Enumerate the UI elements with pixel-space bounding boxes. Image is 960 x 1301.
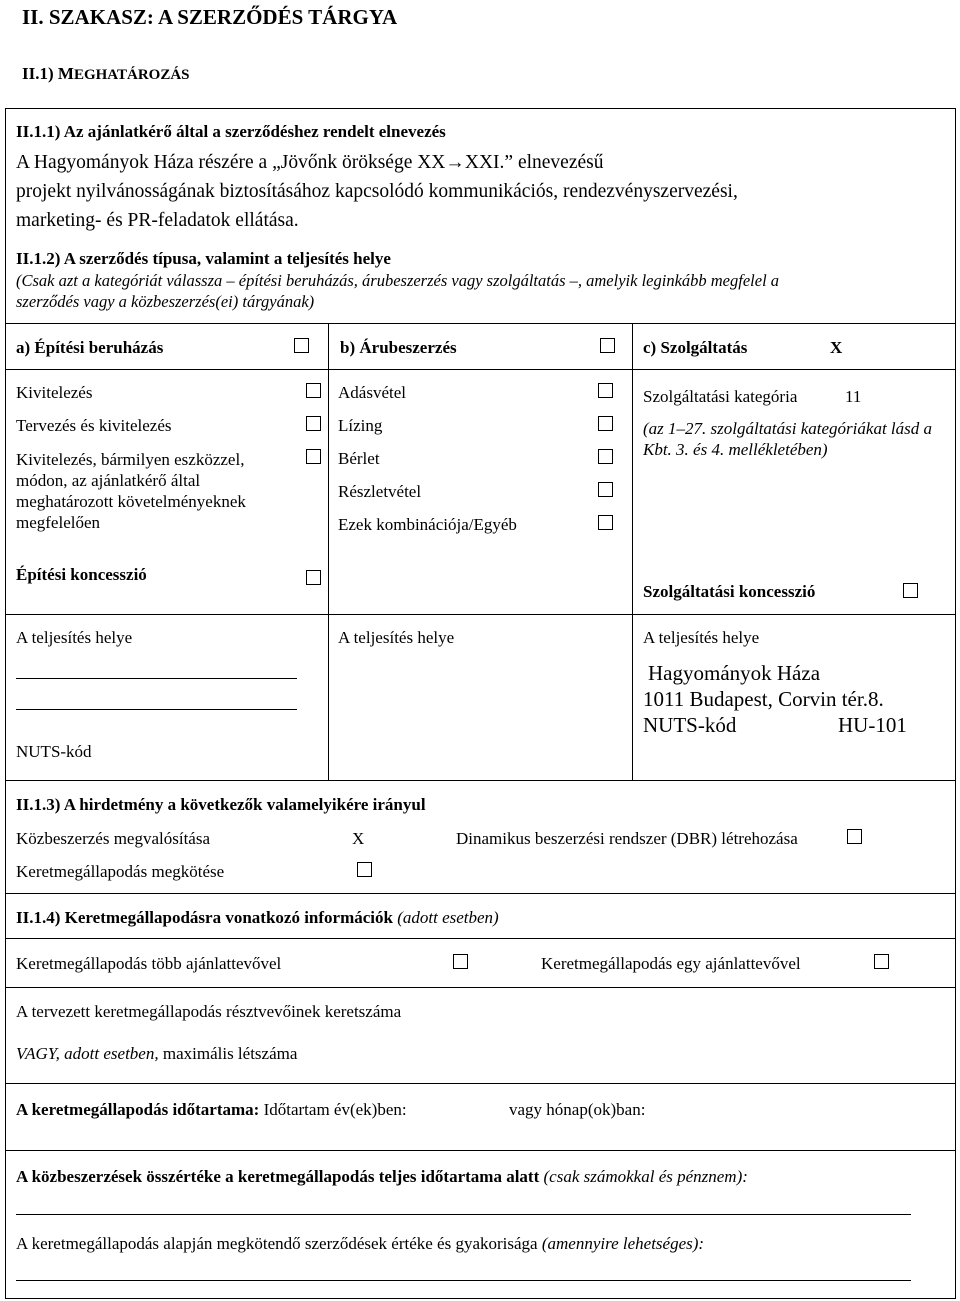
s114-opt-single-checkbox[interactable] (874, 954, 889, 969)
col-a-item: Kivitelezés (16, 383, 93, 402)
frame-bottom (5, 1298, 956, 1299)
s113-heading: II.1.3) A hirdetmény a következők valamelyikére irányul (16, 795, 426, 814)
col-b-item-checkbox[interactable] (598, 383, 613, 398)
s112-heading: II.1.2) A szerződés típusa, valamint a teljesítés helye (16, 249, 391, 268)
section-title: II. SZAKASZ: A SZERZŐDÉS TÁRGYA (22, 5, 398, 29)
col-divider-1 (328, 323, 329, 780)
col-c-mark: X (830, 338, 843, 357)
col-b-item: Bérlet (338, 449, 380, 468)
col-a-item-checkbox[interactable] (306, 416, 321, 431)
col-a-concession: Építési koncesszió (16, 565, 147, 584)
s114-opt-single: Keretmegállapodás egy ajánlattevővel (541, 954, 801, 973)
col-a-item-checkbox[interactable] (306, 383, 321, 398)
col-b-item-checkbox[interactable] (598, 416, 613, 431)
col-c-concession: Szolgáltatási koncesszió (643, 582, 816, 601)
col-c-place-label: A teljesítés helye (643, 628, 760, 647)
s114-opt-multi: Keretmegállapodás több ajánlattevővel (16, 954, 282, 973)
s113-opt2-checkbox[interactable] (847, 829, 862, 844)
col-c-category-value: 11 (845, 387, 862, 406)
divider (5, 893, 956, 894)
col-a-place-label: A teljesítés helye (16, 628, 133, 647)
divider (5, 614, 956, 615)
col-a-checkbox[interactable] (294, 338, 309, 353)
col-divider-2 (632, 323, 633, 780)
divider (5, 369, 956, 370)
col-c-place-line1: Hagyományok Háza (648, 661, 821, 685)
col-a-place-line[interactable] (16, 678, 297, 679)
s114-opt-multi-checkbox[interactable] (453, 954, 468, 969)
subsection-title: II.1) MEGHATÁROZÁS (22, 64, 190, 83)
col-c-category-label: Szolgáltatási kategória (643, 387, 798, 406)
col-a-concession-checkbox[interactable] (306, 570, 321, 585)
s114-max-count: VAGY, adott esetben, maximális létszáma (16, 1044, 298, 1063)
divider (5, 1150, 956, 1151)
col-b-item-checkbox[interactable] (598, 515, 613, 530)
col-b-item-checkbox[interactable] (598, 449, 613, 464)
col-b-checkbox[interactable] (600, 338, 615, 353)
col-a-nuts-label: NUTS-kód (16, 742, 92, 761)
col-b-item: Részletvétel (338, 482, 422, 501)
col-a-item: Kivitelezés, bármilyen eszközzel, módon, az ajánlatkérő által meghatározott követelményeknek megfelelően (16, 450, 246, 532)
s114-heading: II.1.4) Keretmegállapodásra vonatkozó információk (adott esetben) (16, 908, 499, 927)
col-a-item-checkbox[interactable] (306, 449, 321, 464)
arrow-icon: → (445, 152, 465, 173)
frequency-value-line[interactable] (16, 1280, 911, 1281)
divider (5, 938, 956, 939)
col-b-item-checkbox[interactable] (598, 482, 613, 497)
s113-opt2: Dinamikus beszerzési rendszer (DBR) létrehozása (456, 829, 798, 848)
col-c-concession-checkbox[interactable] (903, 583, 918, 598)
col-c-place-line2: 1011 Budapest, Corvin tér.8. (643, 687, 884, 711)
s113-opt3: Keretmegállapodás megkötése (16, 862, 225, 881)
s113-opt3-checkbox[interactable] (357, 862, 372, 877)
divider (5, 323, 956, 324)
col-c-heading: c) Szolgáltatás (643, 338, 748, 357)
s111-line3: marketing- és PR-feladatok ellátása. (16, 210, 299, 231)
s111-heading: II.1.1) Az ajánlatkérő által a szerződéshez rendelt elnevezés (16, 122, 446, 141)
col-b-place-label: A teljesítés helye (338, 628, 455, 647)
col-b-item: Adásvétel (338, 383, 406, 402)
col-a-heading: a) Építési beruházás (16, 338, 164, 357)
col-b-heading: b) Árubeszerzés (340, 338, 457, 357)
s113-opt1: Közbeszerzés megvalósítása (16, 829, 210, 848)
s113-opt1-mark: X (352, 829, 365, 848)
frame-left (5, 108, 6, 1299)
duration-label: A keretmegállapodás időtartama: Időtartam év(ek)ben: (16, 1100, 407, 1119)
col-c-nuts-label: NUTS-kód (643, 713, 737, 737)
duration-months: vagy hónap(ok)ban: (509, 1100, 646, 1119)
col-a-item: Tervezés és kivitelezés (16, 416, 172, 435)
col-b-item: Lízing (338, 416, 383, 435)
col-c-category-note: (az 1–27. szolgáltatási kategóriákat lásd a Kbt. 3. és 4. mellékletében) (643, 419, 932, 459)
frame-top (5, 108, 956, 109)
total-value-line[interactable] (16, 1214, 911, 1215)
frequency-label: A keretmegállapodás alapján megkötendő szerződések értéke és gyakorisága (amennyire lehetséges): (16, 1234, 705, 1253)
divider (5, 987, 956, 988)
frame-right (955, 108, 956, 1299)
s111-line1: A Hagyományok Háza részére a „Jövőnk öröksége XX→XXI.” elnevezésű (16, 152, 604, 173)
total-label: A közbeszerzések összértéke a keretmegállapodás teljes időtartama alatt (csak számokkal és pénznem): (16, 1167, 748, 1186)
col-c-nuts-value: HU-101 (838, 713, 907, 737)
s114-participants: A tervezett keretmegállapodás résztvevőinek keretszáma (16, 1002, 402, 1021)
divider (5, 780, 956, 781)
divider (5, 1083, 956, 1084)
s111-line2: projekt nyilvánosságának biztosításához kapcsolódó kommunikációs, rendezvényszervezési, (16, 181, 738, 202)
col-b-item: Ezek kombinációja/Egyéb (338, 515, 517, 534)
col-a-place-line[interactable] (16, 709, 297, 710)
s112-note-line1: (Csak azt a kategóriát válassza – építési beruházás, árubeszerzés vagy szolgáltatás –, amelyik leginkább megfelel a (16, 271, 780, 290)
s112-note-line2: szerződés vagy a közbeszerzés(ei) tárgyának) (16, 292, 315, 311)
